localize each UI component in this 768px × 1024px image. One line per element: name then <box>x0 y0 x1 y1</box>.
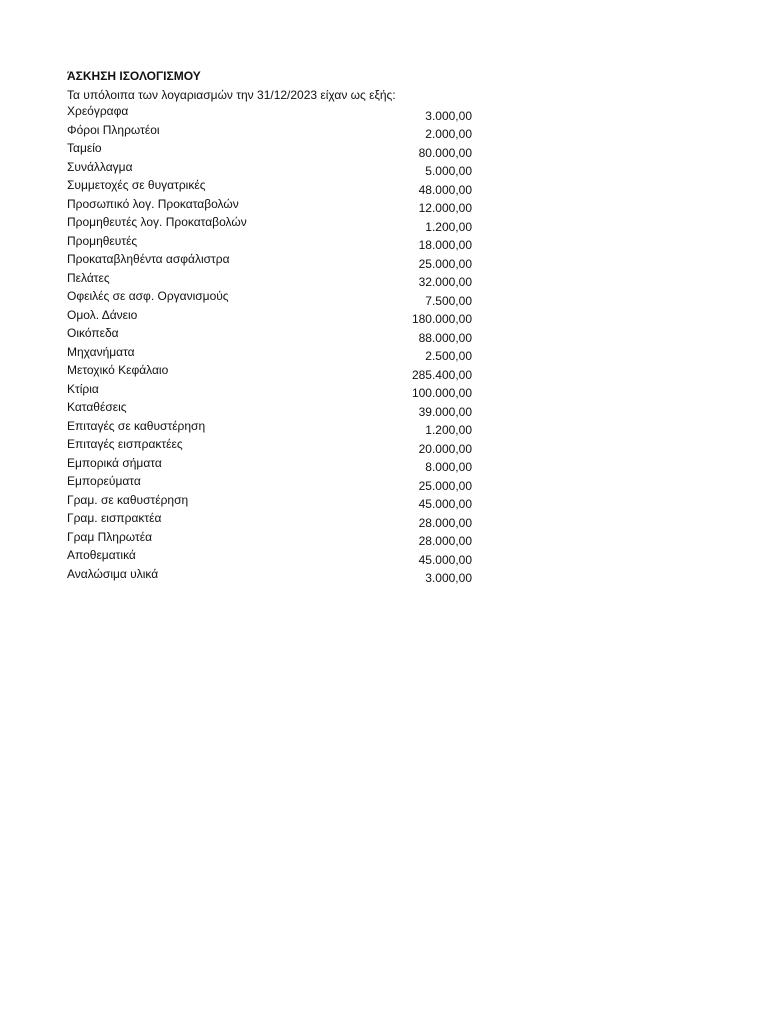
account-name: Ομολ. Δάνειο <box>67 307 138 322</box>
account-balance: 39.000,00 <box>418 404 472 419</box>
account-name: Πελάτες <box>67 270 110 285</box>
account-name: Προσωπικό λογ. Προκαταβολών <box>67 196 239 211</box>
account-name: Αποθεματικά <box>67 548 136 562</box>
account-row <box>67 437 473 456</box>
account-balance: 3.000,00 <box>425 108 472 123</box>
account-balance: 3.000,00 <box>425 571 472 585</box>
account-name: Οικόπεδα <box>67 326 119 340</box>
account-balance: 5.000,00 <box>425 164 472 178</box>
account-balance: 285.400,00 <box>411 367 472 382</box>
account-name: Ταμείο <box>67 141 102 155</box>
account-name: Εμπορικά σήματα <box>67 455 162 470</box>
account-row <box>67 456 473 475</box>
account-row <box>67 160 473 179</box>
account-row <box>67 511 473 530</box>
document-page <box>67 67 473 585</box>
account-row <box>67 400 473 419</box>
account-balance: 45.000,00 <box>418 552 472 567</box>
account-balance: 28.000,00 <box>418 515 472 530</box>
account-balance: 18.000,00 <box>418 238 472 252</box>
account-name: Οφειλές σε ασφ. Οργανισμούς <box>67 289 229 303</box>
account-balance: 88.000,00 <box>418 330 472 345</box>
account-row <box>67 104 473 123</box>
account-name: Μηχανήματα <box>67 344 135 359</box>
account-row <box>67 382 473 401</box>
account-row <box>67 289 473 308</box>
account-name: Επιταγές σε καθυστέρηση <box>67 418 206 433</box>
account-row <box>67 215 473 234</box>
account-row <box>67 178 473 197</box>
account-row <box>67 493 473 512</box>
account-balance: 32.000,00 <box>418 275 472 289</box>
account-balance: 1.200,00 <box>425 219 472 234</box>
account-name: Εμπορεύματα <box>67 474 141 488</box>
account-balance: 20.000,00 <box>418 441 472 456</box>
account-name: Αναλώσιμα υλικά <box>67 566 159 581</box>
account-row <box>67 308 473 327</box>
account-row <box>67 234 473 253</box>
account-balance: 2.000,00 <box>425 127 472 141</box>
account-row <box>67 474 473 493</box>
account-list <box>67 104 473 585</box>
account-name: Κτίρια <box>67 381 99 396</box>
account-name: Χρεόγραφα <box>67 104 129 118</box>
account-balance: 45.000,00 <box>418 497 472 511</box>
account-name: Προκαταβληθέντα ασφάλιστρα <box>67 252 230 266</box>
document-subtitle: Τα υπόλοιπα των λογαριασμών την 31/12/2023 είχαν ως εξής: <box>67 87 396 102</box>
account-name: Προμηθευτές <box>67 233 138 248</box>
account-balance: 48.000,00 <box>418 182 472 197</box>
account-row <box>67 363 473 382</box>
account-row <box>67 271 473 290</box>
account-balance: 8.000,00 <box>425 460 472 474</box>
account-name: Καταθέσεις <box>67 400 127 414</box>
account-balance: 7.500,00 <box>425 293 472 308</box>
account-balance: 80.000,00 <box>418 145 472 160</box>
account-name: Επιταγές εισπρακτέες <box>67 437 183 451</box>
account-name: Συνάλλαγμα <box>67 159 133 174</box>
account-row <box>67 252 473 271</box>
account-balance: 2.500,00 <box>425 349 472 363</box>
account-balance: 1.200,00 <box>425 423 472 437</box>
account-row <box>67 326 473 345</box>
account-balance: 180.000,00 <box>411 312 472 326</box>
account-row <box>67 197 473 216</box>
account-balance: 100.000,00 <box>411 386 472 400</box>
account-row <box>67 530 473 549</box>
account-row <box>67 548 473 567</box>
account-name: Συμμετοχές σε θυγατρικές <box>67 178 206 192</box>
account-name: Γραμ. σε καθυστέρηση <box>67 492 189 507</box>
account-balance: 12.000,00 <box>418 201 472 215</box>
account-row <box>67 141 473 160</box>
account-name: Φόροι Πληρωτέοι <box>67 122 160 137</box>
account-row <box>67 345 473 364</box>
account-balance: 28.000,00 <box>418 534 472 548</box>
account-balance: 25.000,00 <box>418 256 472 271</box>
account-name: Γραμ Πληρωτέα <box>67 529 153 544</box>
account-name: Γραμ. εισπρακτέα <box>67 511 162 525</box>
account-row <box>67 123 473 142</box>
account-name: Μετοχικό Κεφάλαιο <box>67 363 169 377</box>
account-row <box>67 567 473 586</box>
account-row <box>67 419 473 438</box>
account-name: Προμηθευτές λογ. Προκαταβολών <box>67 215 247 229</box>
document-title: ΆΣΚΗΣΗ ΙΣΟΛΟΓΙΣΜΟΥ <box>67 69 201 83</box>
account-balance: 25.000,00 <box>418 478 472 493</box>
